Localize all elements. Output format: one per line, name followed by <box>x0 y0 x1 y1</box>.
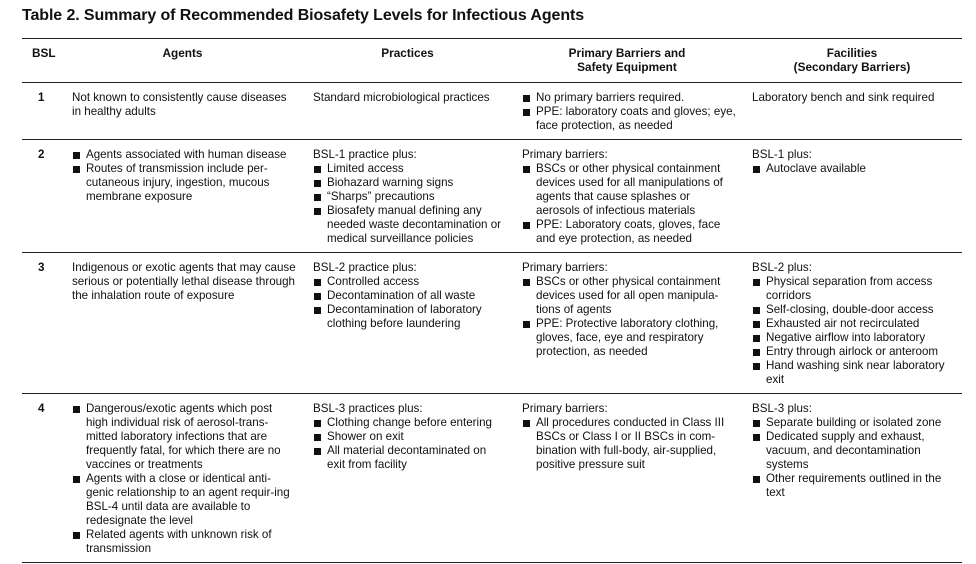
table-body <box>22 83 962 563</box>
list-item: Dedicated supply and exhaust, vacuum, and decontamination systems <box>752 430 956 472</box>
barriers-list <box>522 91 736 133</box>
barriers-lead: Primary barriers: <box>522 261 608 274</box>
facilities-cell <box>742 83 962 140</box>
practices-lead: BSL-2 practice plus: <box>313 261 417 274</box>
list-item: Dangerous/exotic agents which post high individual risk of aerosol-trans-mitted laboratory infections that are frequently fatal, for which there are no vaccines or treatments <box>72 402 297 472</box>
list-item: Limited access <box>313 162 506 176</box>
list-item: Other requirements outlined in the text <box>752 472 956 500</box>
bsl-level: 4 <box>38 402 45 415</box>
list-item: Physical separation from access corridors <box>752 275 956 303</box>
agents-cell <box>62 83 303 140</box>
list-item: Autoclave available <box>752 162 956 176</box>
agents-list <box>72 148 297 204</box>
table-row <box>22 253 962 394</box>
list-item: Agents with a close or identical anti-genic relationship to an agent requir-ing BSL-4 until data are available to redesignate the level <box>72 472 297 528</box>
facilities-lead: BSL-2 plus: <box>752 261 812 274</box>
barriers-cell <box>512 140 742 253</box>
list-item: Biohazard warning signs <box>313 176 506 190</box>
practices-lead: BSL-3 practices plus: <box>313 402 423 415</box>
header-facilities-line1: Facilities <box>826 46 878 60</box>
list-item: Exhausted air not recirculated <box>752 317 956 331</box>
list-item: Separate building or isolated zone <box>752 416 956 430</box>
list-item: Biosafety manual defining any needed waste decontamination or medical surveillance policies <box>313 204 506 246</box>
practices-list <box>313 416 506 472</box>
facilities-lead: BSL-3 plus: <box>752 402 812 415</box>
header-facilities-line2: (Secondary Barriers) <box>793 60 911 74</box>
biosafety-table <box>22 38 962 563</box>
table-row <box>22 394 962 563</box>
barriers-lead: Primary barriers: <box>522 402 608 415</box>
facilities-text: Laboratory bench and sink required <box>752 91 935 104</box>
list-item: PPE: Laboratory coats, gloves, face and eye protection, as needed <box>522 218 736 246</box>
barriers-lead: Primary barriers: <box>522 148 608 161</box>
practices-lead: BSL-1 practice plus: <box>313 148 417 161</box>
bsl-level: 2 <box>38 148 45 161</box>
table-title: Table 2. Summary of Recommended Biosafety Levels for Infectious Agents <box>22 7 585 24</box>
list-item: Related agents with unknown risk of transmission <box>72 528 297 556</box>
list-item: All procedures conducted in Class III BSCs or Class I or II BSCs in com-bination with full-body, air-supplied, positive pressure suit <box>522 416 736 472</box>
practices-cell <box>303 394 512 563</box>
facilities-list <box>752 275 956 387</box>
facilities-cell <box>742 394 962 563</box>
agents-text: Indigenous or exotic agents that may cause serious or potentially lethal disease through the inhalation route of exposure <box>72 261 296 302</box>
agents-cell <box>62 394 303 563</box>
header-bsl: BSL <box>32 46 56 60</box>
list-item: Routes of transmission include per-cutaneous injury, ingestion, mucous membrane exposure <box>72 162 297 204</box>
list-item: No primary barriers required. <box>522 91 736 105</box>
list-item: Decontamination of all waste <box>313 289 506 303</box>
agents-text: Not known to consistently cause diseases in healthy adults <box>72 91 287 118</box>
barriers-list <box>522 416 736 472</box>
list-item: Entry through airlock or anteroom <box>752 345 956 359</box>
list-item: BSCs or other physical containment devices used for all open manipula-tions of agents <box>522 275 736 317</box>
practices-text: Standard microbiological practices <box>313 91 490 104</box>
practices-list <box>313 275 506 331</box>
agents-cell <box>62 140 303 253</box>
list-item: Negative airflow into laboratory <box>752 331 956 345</box>
practices-cell <box>303 140 512 253</box>
list-item: Hand washing sink near laboratory exit <box>752 359 956 387</box>
header-agents: Agents <box>162 46 203 60</box>
list-item: Self-closing, double-door access <box>752 303 956 317</box>
header-barriers-line2: Safety Equipment <box>577 60 677 74</box>
list-item: Decontamination of laboratory clothing before laundering <box>313 303 506 331</box>
agents-cell <box>62 253 303 394</box>
header-facilities <box>742 39 962 83</box>
list-item: BSCs or other physical containment devices used for all manipulations of agents that cause splashes or aerosols of infectious materials <box>522 162 736 218</box>
facilities-list <box>752 416 956 500</box>
list-item: All material decontaminated on exit from facility <box>313 444 506 472</box>
header-practices: Practices <box>381 46 434 60</box>
header-barriers-line1: Primary Barriers and <box>568 46 686 60</box>
header-row <box>22 39 962 83</box>
barriers-cell <box>512 394 742 563</box>
list-item: PPE: laboratory coats and gloves; eye, face protection, as needed <box>522 105 736 133</box>
table-row <box>22 83 962 140</box>
bsl-level: 3 <box>38 261 45 274</box>
bsl-level: 1 <box>38 91 45 104</box>
table-row <box>22 140 962 253</box>
agents-list <box>72 402 297 556</box>
facilities-list <box>752 162 956 176</box>
barriers-list <box>522 275 736 359</box>
barriers-list <box>522 162 736 246</box>
list-item: “Sharps” precautions <box>313 190 506 204</box>
list-item: Shower on exit <box>313 430 506 444</box>
list-item: Controlled access <box>313 275 506 289</box>
practices-cell <box>303 83 512 140</box>
list-item: Clothing change before entering <box>313 416 506 430</box>
practices-list <box>313 162 506 246</box>
facilities-lead: BSL-1 plus: <box>752 148 812 161</box>
facilities-cell <box>742 140 962 253</box>
header-barriers <box>512 39 742 83</box>
barriers-cell <box>512 83 742 140</box>
facilities-cell <box>742 253 962 394</box>
barriers-cell <box>512 253 742 394</box>
list-item: Agents associated with human disease <box>72 148 297 162</box>
practices-cell <box>303 253 512 394</box>
list-item: PPE: Protective laboratory clothing, gloves, face, eye and respiratory protection, as needed <box>522 317 736 359</box>
